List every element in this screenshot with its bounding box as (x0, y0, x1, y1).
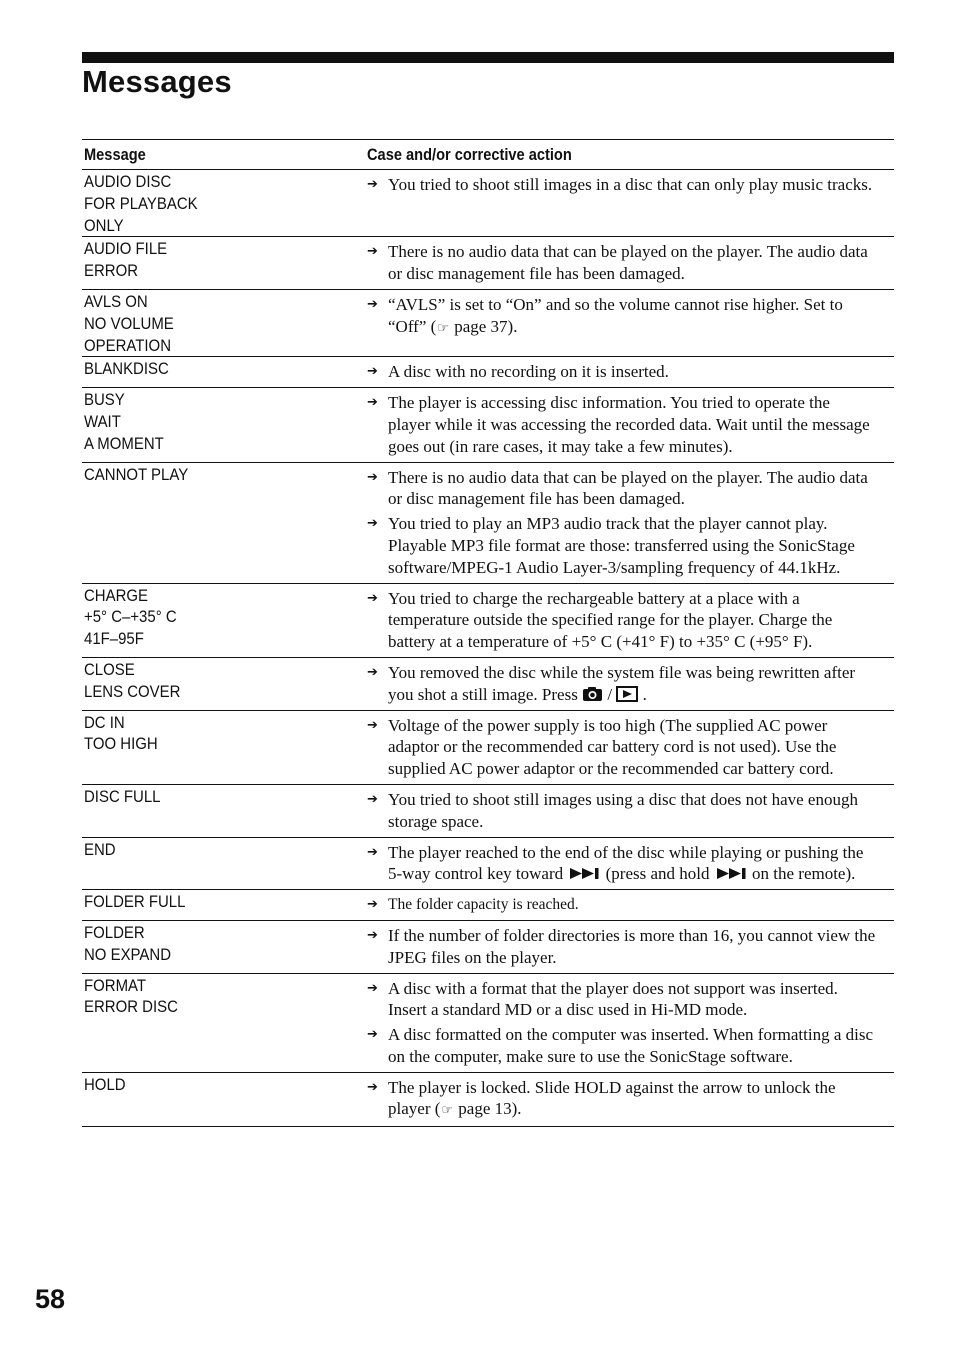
message-code: AUDIO FILE ERROR (84, 239, 168, 281)
action-item (367, 978, 876, 1022)
table-row (82, 785, 894, 838)
action-cell (367, 711, 894, 784)
action-text-part: The player reached to the end of the disc while playing or pushing the 5-way control key toward (388, 842, 864, 884)
action-text (388, 894, 876, 916)
action-item (367, 925, 876, 969)
action-text (388, 1077, 876, 1123)
table-row (82, 658, 894, 711)
action-text-part: page 37). (449, 316, 518, 336)
action-text (388, 174, 876, 196)
action-item (367, 1024, 876, 1068)
message-code: CHARGE +5° C–+35° C 41F–95F (84, 585, 177, 649)
message-code: BLANKDISC (84, 359, 169, 379)
message-code: DC IN TOO HIGH (84, 712, 158, 754)
message-cell (82, 921, 367, 973)
action-text (388, 715, 876, 780)
message-cell (82, 890, 367, 920)
table-row (82, 921, 894, 974)
title-rule (82, 52, 894, 63)
arrow-icon: ➔ (367, 717, 378, 733)
action-text (388, 294, 876, 340)
arrow-icon: ➔ (367, 395, 378, 411)
arrow-icon: ➔ (367, 664, 378, 680)
message-cell (82, 785, 367, 837)
table-row (82, 170, 894, 237)
message-cell (82, 170, 367, 236)
header-action: Case and/or corrective action (367, 144, 572, 164)
action-text-part: You tried to charge the rechargeable battery at a place with a temperature outside the specified range for the player. Charge the battery at a temperature of +5° C (+41° F) to +35° C (+95° F). (388, 588, 833, 652)
action-cell (367, 838, 894, 890)
action-item (367, 467, 876, 511)
arrow-icon: ➔ (367, 897, 378, 913)
header-message: Message (84, 144, 146, 164)
action-text-part: on the remote). (747, 864, 856, 884)
action-item (367, 392, 876, 457)
skip-forward-icon (567, 867, 601, 880)
action-text (388, 361, 876, 383)
action-text-part: A disc with no recording on it is inserted. (388, 362, 669, 382)
hand-pointer-icon: ☞ (437, 320, 449, 336)
action-text (388, 467, 876, 511)
message-code: FOLDER NO EXPAND (84, 922, 172, 964)
table-row (82, 838, 894, 891)
page-number: 58 (35, 1284, 66, 1314)
action-cell (367, 658, 894, 710)
action-text (388, 588, 876, 653)
message-code: AVLS ON NO VOLUME OPERATION (84, 291, 174, 355)
action-item (367, 894, 876, 916)
action-cell (367, 237, 894, 289)
message-cell (82, 290, 367, 356)
action-item (367, 294, 876, 340)
message-cell (82, 711, 367, 784)
arrow-icon: ➔ (367, 1079, 378, 1095)
message-cell (82, 1073, 367, 1127)
table-header (82, 140, 894, 170)
action-item (367, 715, 876, 780)
arrow-icon: ➔ (367, 844, 378, 860)
action-text-part: There is no audio data that can be played on the player. The audio data or disc management file has been damaged. (388, 242, 868, 284)
action-cell (367, 357, 894, 387)
action-text-part: If the number of folder directories is more than 16, you cannot view the JPEG files on the player. (388, 925, 876, 967)
messages-table (82, 139, 894, 1127)
action-text-part: (press and hold (601, 864, 714, 884)
action-text-part: The player is accessing disc information. You tried to operate the player while it was accessing the recorded data. Wait until the message goes out (in rare cases, it may take a few minutes). (388, 393, 870, 456)
message-cell (82, 237, 367, 289)
action-text-part: A disc with a format that the player does not support was inserted. Insert a standard MD or a disc used in Hi-MD mode. (388, 978, 838, 1020)
icon-separator: / (603, 684, 617, 704)
message-code: END (84, 839, 116, 859)
message-cell (82, 357, 367, 387)
arrow-icon: ➔ (367, 177, 378, 192)
action-text-part: There is no audio data that can be played on the player. The audio data or disc management file has been damaged. (388, 467, 868, 509)
action-cell (367, 584, 894, 657)
page-title: Messages (82, 64, 232, 99)
action-text (388, 925, 876, 969)
message-cell (82, 838, 367, 890)
action-text-part: The player is locked. Slide HOLD against the arrow to unlock the player ( (388, 1077, 836, 1119)
message-cell (82, 463, 367, 583)
action-cell (367, 388, 894, 461)
message-code: HOLD (84, 1074, 126, 1094)
action-text (388, 789, 876, 833)
action-text-part: You tried to shoot still images using a disc that does not have enough storage space. (388, 789, 858, 831)
message-cell (82, 658, 367, 710)
arrow-icon: ➔ (367, 927, 378, 943)
hand-pointer-icon: ☞ (441, 1103, 454, 1119)
action-text-part: . (638, 684, 647, 704)
table-row (82, 711, 894, 785)
table-row (82, 357, 894, 388)
action-item (367, 662, 876, 706)
table-row (82, 974, 894, 1073)
action-text-part: You removed the disc while the system file was being rewritten after you shot a still image. Press (388, 662, 856, 704)
action-text-part: You tried to play an MP3 audio track that the player cannot play. Playable MP3 file format are those: transferred using the SonicStage software/MPEG-1 Audio Layer-3/sampling frequency of 44.1kHz. (388, 514, 855, 577)
skip-forward-icon (714, 867, 748, 880)
table-row (82, 1073, 894, 1127)
arrow-icon: ➔ (367, 296, 378, 312)
action-cell (367, 890, 894, 920)
action-text-part: A disc formatted on the computer was inserted. When formatting a disc on the computer, make sure to use the SonicStage software. (388, 1025, 873, 1066)
message-code: DISC FULL (84, 786, 161, 806)
action-item (367, 1077, 876, 1123)
arrow-icon: ➔ (367, 244, 378, 260)
message-cell (82, 584, 367, 657)
arrow-icon: ➔ (367, 1027, 378, 1043)
action-cell (367, 1073, 894, 1127)
action-item (367, 513, 876, 578)
message-cell (82, 974, 367, 1072)
message-code: BUSY WAIT A MOMENT (84, 390, 164, 453)
action-text (388, 241, 876, 285)
action-text (388, 392, 876, 457)
action-item (367, 789, 876, 833)
action-text-part: page 13). (454, 1099, 522, 1119)
action-item (367, 361, 876, 383)
table-row (82, 463, 894, 584)
action-item (367, 174, 876, 196)
action-item (367, 588, 876, 653)
message-code: AUDIO DISC FOR PLAYBACK ONLY (84, 172, 198, 235)
action-text-part: You tried to shoot still images in a disc that can only play music tracks. (388, 175, 873, 194)
message-code: FOLDER FULL (84, 892, 186, 912)
arrow-icon: ➔ (367, 364, 378, 380)
arrow-icon: ➔ (367, 469, 378, 485)
action-text (388, 842, 876, 886)
camera-icon (582, 686, 603, 702)
message-code: CLOSE LENS COVER (84, 659, 181, 701)
action-text (388, 1024, 876, 1068)
arrow-icon: ➔ (367, 980, 378, 996)
action-text (388, 662, 876, 706)
message-cell (82, 388, 367, 461)
action-text-part: “AVLS” is set to “On” and so the volume cannot rise higher. Set to “Off” ( (388, 294, 843, 336)
table-row (82, 237, 894, 290)
table-row (82, 290, 894, 357)
action-text-part: Voltage of the power supply is too high (The supplied AC power adaptor or the recommended car battery cord is not used). Use the supplied AC power adaptor or the recommended car battery cord. (388, 715, 837, 779)
table-body (82, 170, 894, 1126)
action-cell (367, 921, 894, 973)
action-item (367, 241, 876, 285)
action-text (388, 978, 876, 1022)
arrow-icon: ➔ (367, 516, 378, 532)
action-text-part: The folder capacity is reached. (388, 896, 579, 914)
action-cell (367, 290, 894, 356)
action-cell (367, 463, 894, 583)
arrow-icon: ➔ (367, 590, 378, 606)
action-text (388, 513, 876, 578)
action-item (367, 842, 876, 886)
message-code: CANNOT PLAY (84, 464, 189, 484)
action-cell (367, 974, 894, 1072)
arrow-icon: ➔ (367, 791, 378, 807)
message-code: FORMAT ERROR DISC (84, 975, 178, 1017)
action-cell (367, 785, 894, 837)
table-row (82, 584, 894, 658)
play-mode-icon (616, 686, 638, 702)
table-row (82, 890, 894, 921)
action-cell (367, 170, 894, 236)
table-row (82, 388, 894, 462)
